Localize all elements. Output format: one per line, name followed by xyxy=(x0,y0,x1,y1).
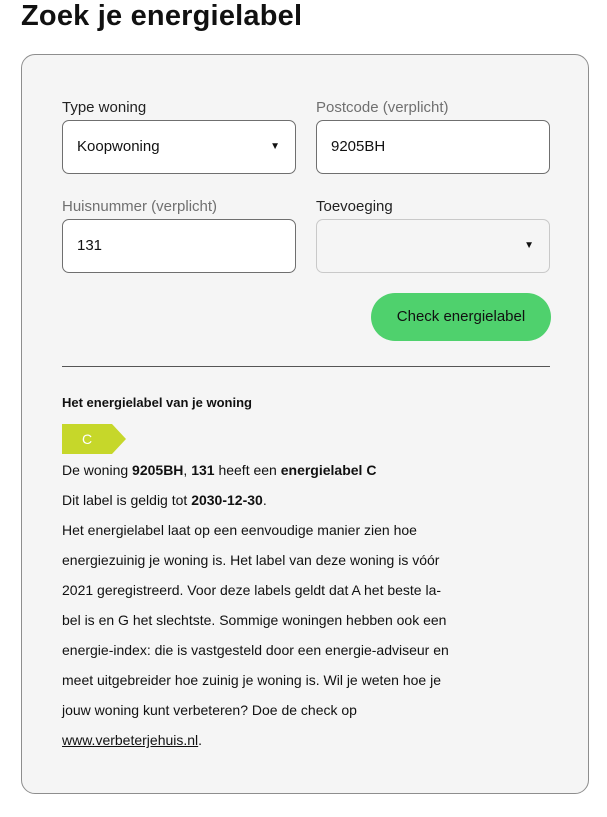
toevoeging-select[interactable] xyxy=(316,219,550,273)
huisnummer-value: 131 xyxy=(77,237,103,254)
huisnummer-label: Huisnummer (verplicht) xyxy=(62,198,218,215)
description-line: energie-index: die is vastgesteld door een energie-adviseur en xyxy=(62,642,449,658)
divider xyxy=(62,366,550,367)
chevron-down-icon: ▼ xyxy=(270,141,280,152)
description-line: meet uitgebreider hoe zuinig je woning is. Wil je weten hoe je xyxy=(62,672,441,688)
energy-label-badge xyxy=(62,424,126,454)
type-woning-value: Koopwoning xyxy=(77,138,160,155)
postcode-label: Postcode (verplicht) xyxy=(316,99,449,116)
type-woning-select[interactable] xyxy=(62,120,296,174)
description-line: Het energielabel laat op een eenvoudige manier zien hoe xyxy=(62,522,417,538)
description-line: energiezuinig je woning is. Het label van deze woning is vóór xyxy=(62,552,440,568)
page-title: Zoek je energielabel xyxy=(21,0,303,32)
result-line-2: Dit label is geldig tot 2030-12-30. xyxy=(62,492,267,508)
link-line: www.verbeterjehuis.nl. xyxy=(62,732,203,748)
postcode-input[interactable] xyxy=(316,120,550,174)
check-energielabel-button[interactable]: Check energielabel xyxy=(371,293,551,341)
result-text xyxy=(62,455,492,755)
chevron-down-icon: ▼ xyxy=(524,240,534,251)
toevoeging-label: Toevoeging xyxy=(316,198,393,215)
energielabel-search-card xyxy=(21,54,589,794)
verbeterjehuis-link[interactable]: www.verbeterjehuis.nl xyxy=(62,732,199,748)
postcode-value: 9205BH xyxy=(331,138,386,155)
result-line-1: De woning 9205BH, 131 heeft een energielabel C xyxy=(62,462,377,478)
type-woning-label: Type woning xyxy=(62,99,147,116)
description-line: jouw woning kunt verbeteren? Doe de check op xyxy=(62,702,357,718)
result-title: Het energielabel van je woning xyxy=(62,395,252,410)
energy-label-letter: C xyxy=(81,431,93,447)
description-line: bel is en G het slechtste. Sommige woningen hebben ook een xyxy=(62,612,447,628)
description-line: 2021 geregistreerd. Voor deze labels geldt dat A het beste la- xyxy=(62,582,442,598)
huisnummer-input[interactable] xyxy=(62,219,296,273)
